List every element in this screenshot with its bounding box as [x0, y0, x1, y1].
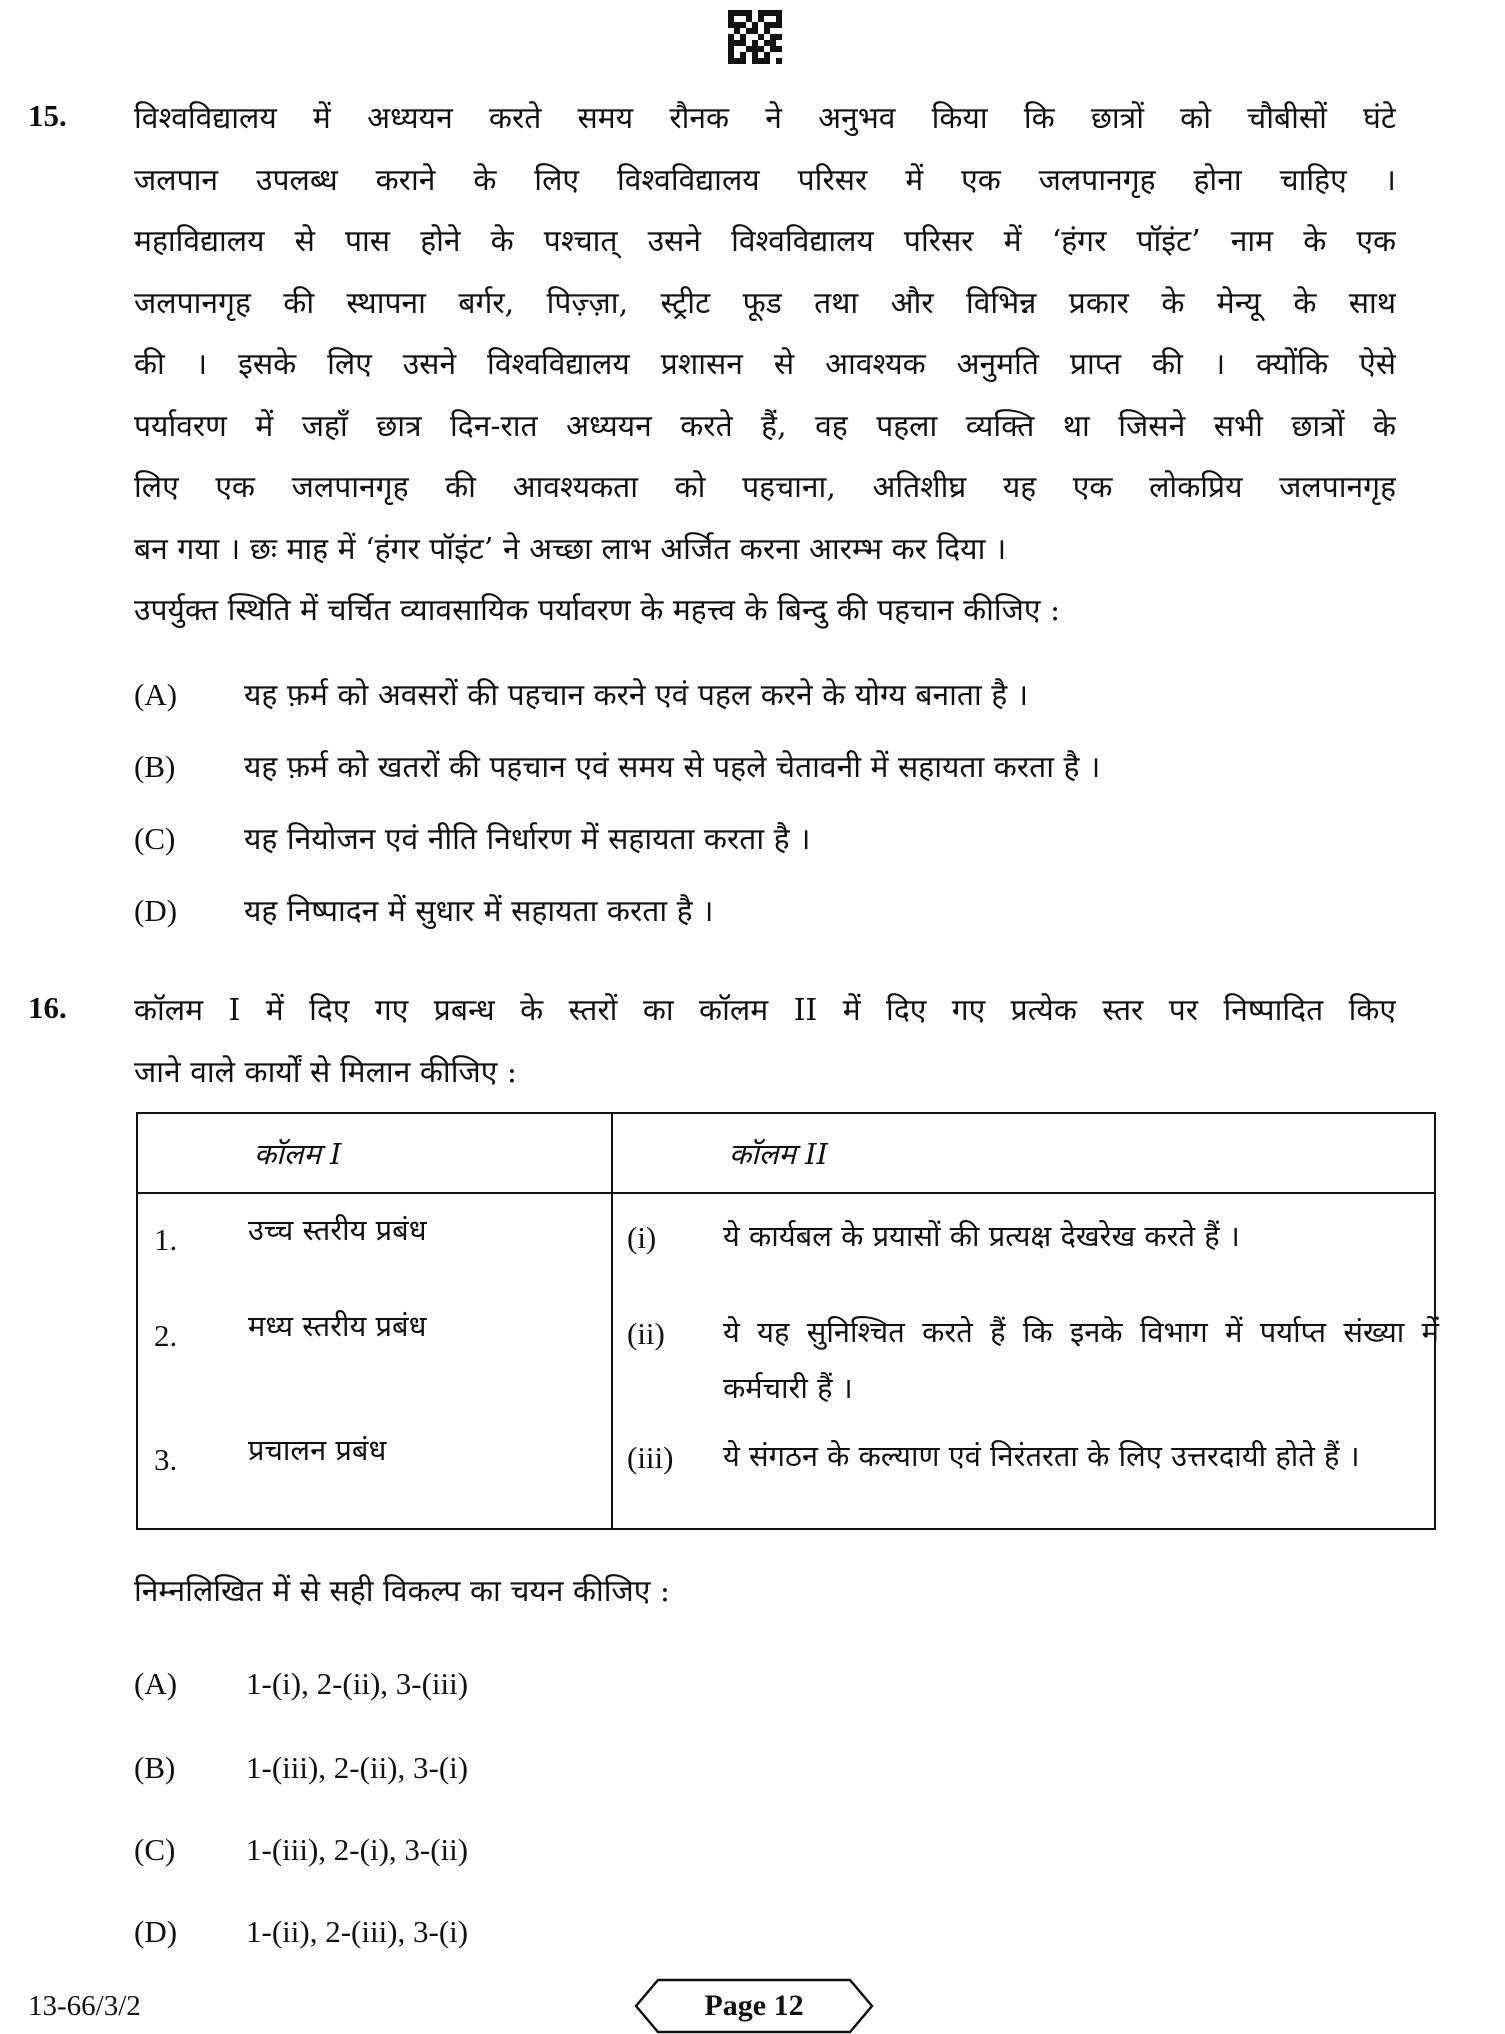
option-text: यह फ़र्म को अवसरों की पहचान करने एवं पहल करने के योग्य बनाता है । [244, 678, 1029, 713]
row-numeral: (iii) [627, 1440, 674, 1475]
option-d[interactable] [134, 1902, 468, 1962]
option-d[interactable] [134, 881, 713, 941]
option-text: यह निष्पादन में सुधार में सहायता करता है । [244, 894, 714, 929]
text-line: पर्यावरण में जहाँ छात्र दिन-रात अध्ययन करते हैं, वह पहला व्यक्ति था जिसने सभी छात्रों के [134, 408, 1396, 444]
text-line: विश्वविद्यालय में अध्ययन करते समय रौनक ने अनुभव किया कि छात्रों को चौबीसों घंटे [134, 101, 1396, 136]
row-number: 3. [154, 1442, 178, 1477]
option-label: (B) [134, 749, 176, 784]
column-1-cell [137, 1193, 612, 1529]
question-text [134, 980, 1396, 1103]
column-1-header: कॉलम I [137, 1113, 612, 1193]
option-a[interactable] [134, 1654, 468, 1714]
page-number-badge [634, 1978, 874, 2034]
table-row [613, 1414, 1434, 1528]
question-number: 16. [28, 990, 67, 1025]
qr-code-icon [728, 10, 782, 64]
text-line: कॉलम I में दिए गए प्रबन्ध के स्तरों का कॉलम II में दिए गए प्रत्येक स्तर पर निष्पादित किए [134, 993, 1396, 1028]
column-2-cell [612, 1193, 1439, 1529]
option-c[interactable] [134, 1820, 468, 1880]
match-table [136, 1112, 1439, 1530]
text-line: की । इसके लिए उसने विश्वविद्यालय प्रशासन से आवश्यक अनुमति प्राप्त की । क्योंकि ऐसे [134, 347, 1396, 382]
paper-code: 13-66/3/2 [28, 1990, 141, 2022]
table-row [138, 1414, 611, 1510]
option-label: (C) [134, 821, 176, 856]
page-number: Page 12 [704, 1989, 804, 2022]
table-row [138, 1194, 611, 1290]
question-number: 15. [28, 98, 67, 133]
text-line: जाने वाले कार्यों से मिलान कीजिए : [134, 1054, 517, 1090]
table-row [613, 1290, 1439, 1414]
option-label: (D) [134, 1914, 178, 1949]
option-c[interactable] [134, 809, 811, 869]
option-label: (A) [134, 1666, 178, 1701]
row-text: ये संगठन के कल्याण एवं निरंतरता के लिए उत्तरदायी होते हैं । [723, 1439, 1360, 1473]
row-number: 2. [154, 1318, 178, 1353]
table-row [613, 1194, 1434, 1290]
text-line: लिए एक जलपानगृह की आवश्यकता को पहचाना, अतिशीघ्र यह एक लोकप्रिय जलपानगृह [134, 470, 1396, 505]
option-b[interactable] [134, 737, 1100, 797]
option-label: (A) [134, 677, 178, 712]
option-text: 1-(i), 2-(ii), 3-(iii) [246, 1666, 469, 1701]
question-text [134, 88, 1396, 642]
text-line: बन गया । छः माह में ‘हंगर पॉइंट’ ने अच्छा लाभ अर्जित करना आरम्भ कर दिया । [134, 531, 1007, 567]
question-prompt: निम्नलिखित में से सही विकल्प का चयन कीजिए : [134, 1574, 671, 1609]
option-label: (D) [134, 893, 178, 928]
row-numeral: (ii) [627, 1316, 665, 1351]
option-a[interactable] [134, 665, 1028, 725]
text-line: जलपानगृह की स्थापना बर्गर, पिज़्ज़ा, स्ट्रीट फूड तथा और विभिन्न प्रकार के मेन्यू के साथ [134, 285, 1396, 321]
question-prompt: उपर्युक्त स्थिति में चर्चित व्यावसायिक पर्यावरण के महत्त्व के बिन्दु की पहचान कीजिए : [134, 593, 1061, 628]
row-text: प्रचालन प्रबंध [248, 1433, 387, 1467]
row-text: ये यह सुनिश्चित करते हैं कि इनके विभाग में पर्याप्त संख्या में कर्मचारी हैं । [723, 1315, 1439, 1405]
option-b[interactable] [134, 1738, 468, 1798]
option-label: (C) [134, 1832, 176, 1867]
text-line: जलपान उपलब्ध कराने के लिए विश्वविद्यालय परिसर में एक जलपानगृह होना चाहिए । [134, 162, 1396, 198]
row-text: उच्च स्तरीय प्रबंध [248, 1213, 427, 1247]
option-text: 1-(ii), 2-(iii), 3-(i) [246, 1914, 469, 1949]
table-row [138, 1290, 611, 1386]
row-numeral: (i) [627, 1220, 657, 1255]
option-text: यह फ़र्म को खतरों की पहचान एवं समय से पहले चेतावनी में सहायता करता है । [244, 750, 1101, 785]
column-2-header: कॉलम II [612, 1113, 1435, 1193]
text-line: महाविद्यालय से पास होने के पश्चात् उसने विश्वविद्यालय परिसर में ‘हंगर पॉइंट’ नाम के एक [134, 224, 1396, 259]
option-text: यह नियोजन एवं नीति निर्धारण में सहायता करता है । [244, 822, 811, 857]
option-text: 1-(iii), 2-(ii), 3-(i) [246, 1750, 469, 1785]
option-text: 1-(iii), 2-(i), 3-(ii) [246, 1832, 469, 1867]
option-label: (B) [134, 1750, 176, 1785]
row-text: ये कार्यबल के प्रयासों की प्रत्यक्ष देखरेख करते हैं । [723, 1219, 1240, 1253]
row-text: मध्य स्तरीय प्रबंध [248, 1309, 427, 1343]
row-number: 1. [154, 1222, 178, 1257]
